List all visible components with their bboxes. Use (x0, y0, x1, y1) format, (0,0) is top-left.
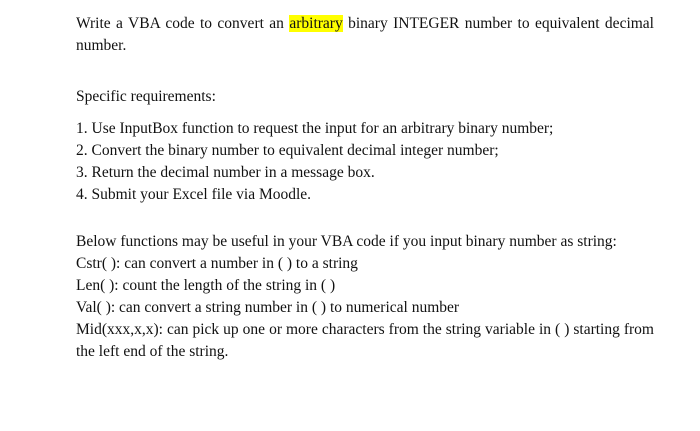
function-mid: Mid(xxx,x,x): can pick up one or more characters from the string variable in ( ) starting from the left end of the string. (76, 321, 654, 360)
requirement-item-3: 3. Return the decimal number in a message box. (76, 164, 375, 181)
task-description (76, 13, 654, 57)
useful-functions-section (76, 231, 654, 363)
requirements-heading: Specific requirements: (76, 88, 216, 105)
function-cstr: Cstr( ): can convert a number in ( ) to a string (76, 255, 358, 272)
requirements-list (76, 118, 654, 206)
task-text-start: Write a VBA code to convert an (76, 15, 290, 32)
requirement-item-4: 4. Submit your Excel file via Moodle. (76, 186, 312, 203)
function-val: Val( ): can convert a string number in ( ) to numerical number (76, 299, 460, 316)
functions-intro: Below functions may be useful in your VBA code if you input binary number as string: (76, 233, 617, 250)
function-len: Len( ): count the length of the string in ( ) (76, 277, 336, 294)
requirement-item-1: 1. Use InputBox function to request the input for an arbitrary binary number; (76, 120, 554, 137)
task-text-end: binary INTEGER number to equivalent decimal number. (76, 15, 654, 54)
requirement-item-2: 2. Convert the binary number to equivalent decimal integer number; (76, 142, 499, 159)
highlighted-word: arbitrary (289, 15, 343, 32)
